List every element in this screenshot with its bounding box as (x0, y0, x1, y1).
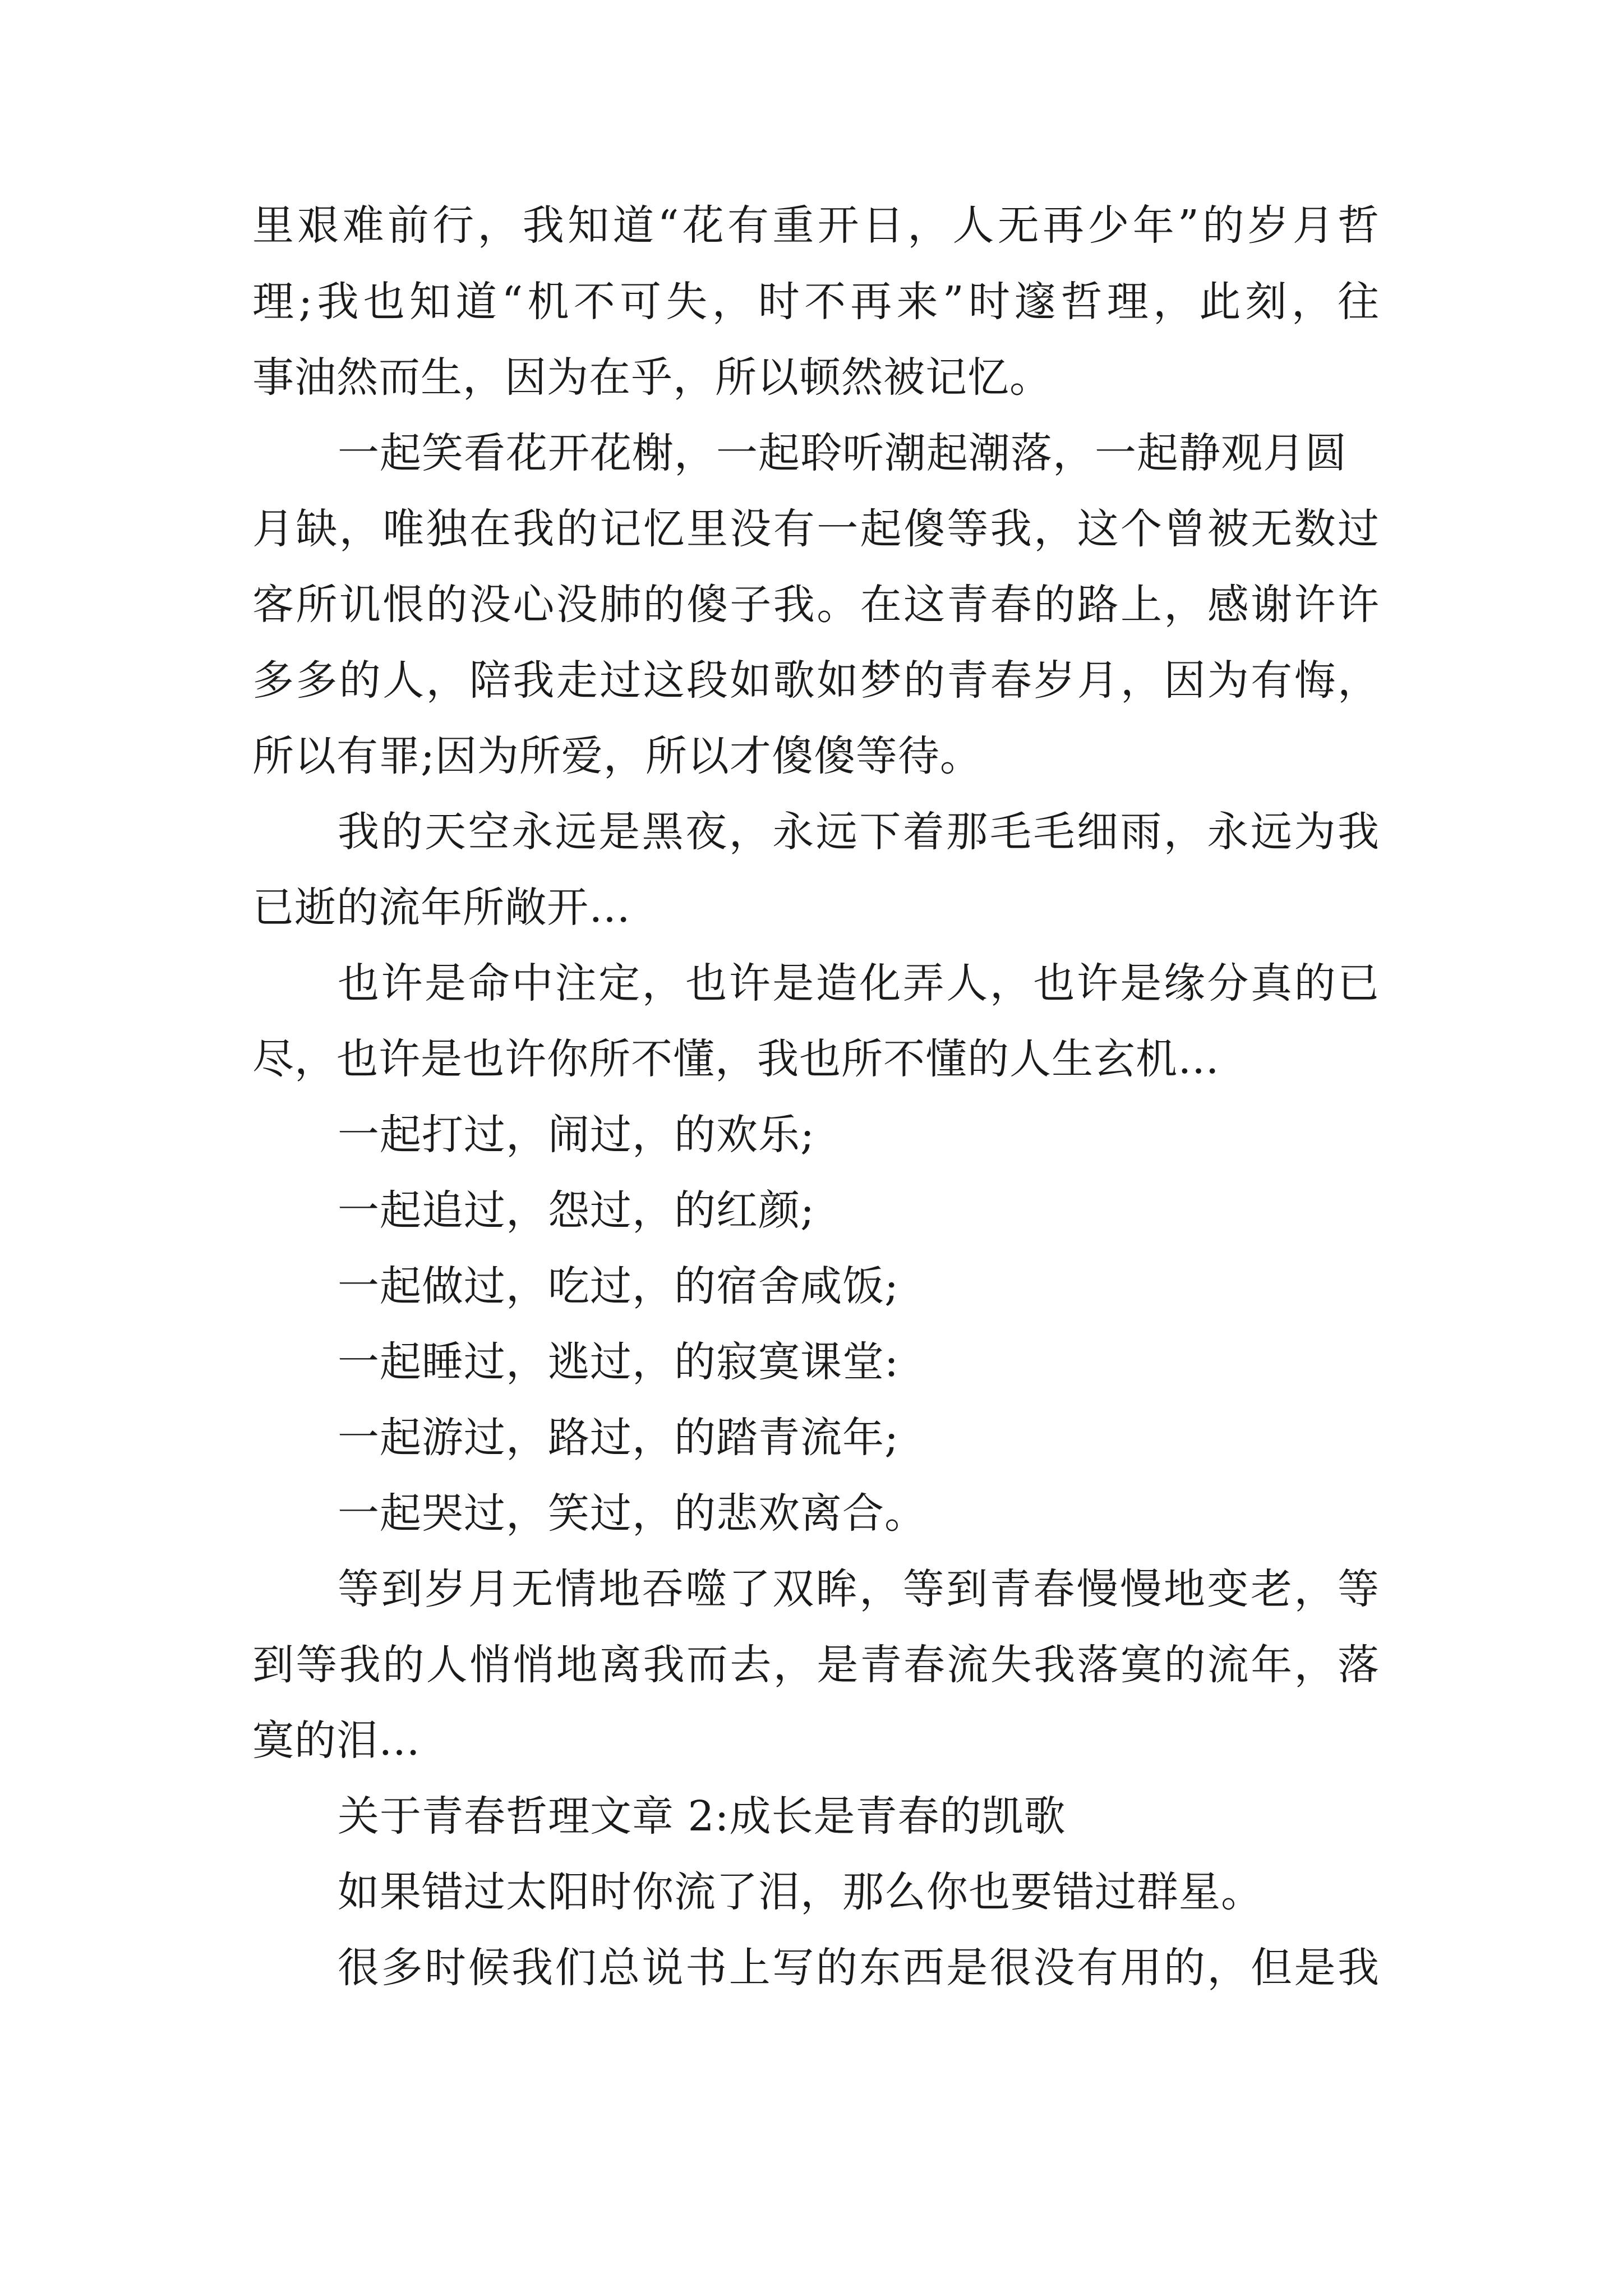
text-line: 月缺，唯独在我的记忆里没有一起傻等我，这个曾被无数过 (252, 505, 1380, 553)
verse-line: 一起追过，怨过，的红颜; (338, 1186, 815, 1235)
paragraph-start-line: 如果错过太阳时你流了泪，那么你也要错过群星。 (338, 1868, 1263, 1916)
text-line: 客所讥恨的没心没肺的傻子我。在这青春的路上，感谢许许 (252, 581, 1380, 629)
paragraph-start-line: 很多时候我们总说书上写的东西是很没有用的，但是我 (338, 1944, 1380, 1992)
text-line: 已逝的流年所敞开… (252, 884, 631, 932)
paragraph-start-line: 也许是命中注定，也许是造化弄人，也许是缘分真的已 (338, 959, 1380, 1007)
verse-line: 一起哭过，笑过，的悲欢离合。 (338, 1489, 926, 1538)
verse-line: 一起做过，吃过，的宿舍咸饭; (338, 1262, 899, 1310)
text-line: 所以有罪;因为所爱，所以才傻傻等待。 (252, 732, 982, 780)
section-heading: 关于青春哲理文章 2:成长是青春的凯歌 (338, 1792, 1066, 1841)
paragraph-start-line: 我的天空永远是黑夜，永远下着那毛毛细雨，永远为我 (338, 808, 1380, 856)
verse-line: 一起打过，闹过，的欢乐; (338, 1111, 815, 1159)
text-line: 里艰难前行，我知道“花有重开日，人无再少年”的岁月哲 (252, 201, 1380, 250)
text-line: 尽，也许是也许你所不懂，我也所不懂的人生玄机… (252, 1035, 1220, 1083)
text-line: 理;我也知道“机不可失，时不再来”时邃哲理，此刻，往 (252, 278, 1380, 326)
text-line: 多多的人，陪我走过这段如歌如梦的青春岁月，因为有悔， (252, 656, 1380, 705)
paragraph-start-line: 一起笑看花开花榭，一起聆听潮起潮落，一起静观月圆 (338, 429, 1347, 477)
text-line: 寞的泪… (252, 1717, 421, 1765)
verse-line: 一起游过，路过，的踏青流年; (338, 1414, 899, 1462)
verse-line: 一起睡过，逃过，的寂寞课堂: (338, 1338, 899, 1386)
text-line: 到等我的人悄悄地离我而去，是青春流失我落寞的流年，落 (252, 1641, 1380, 1689)
paragraph-start-line: 等到岁月无情地吞噬了双眸，等到青春慢慢地变老，等 (338, 1565, 1380, 1613)
text-line: 事油然而生，因为在乎，所以顿然被记忆。 (252, 353, 1052, 402)
